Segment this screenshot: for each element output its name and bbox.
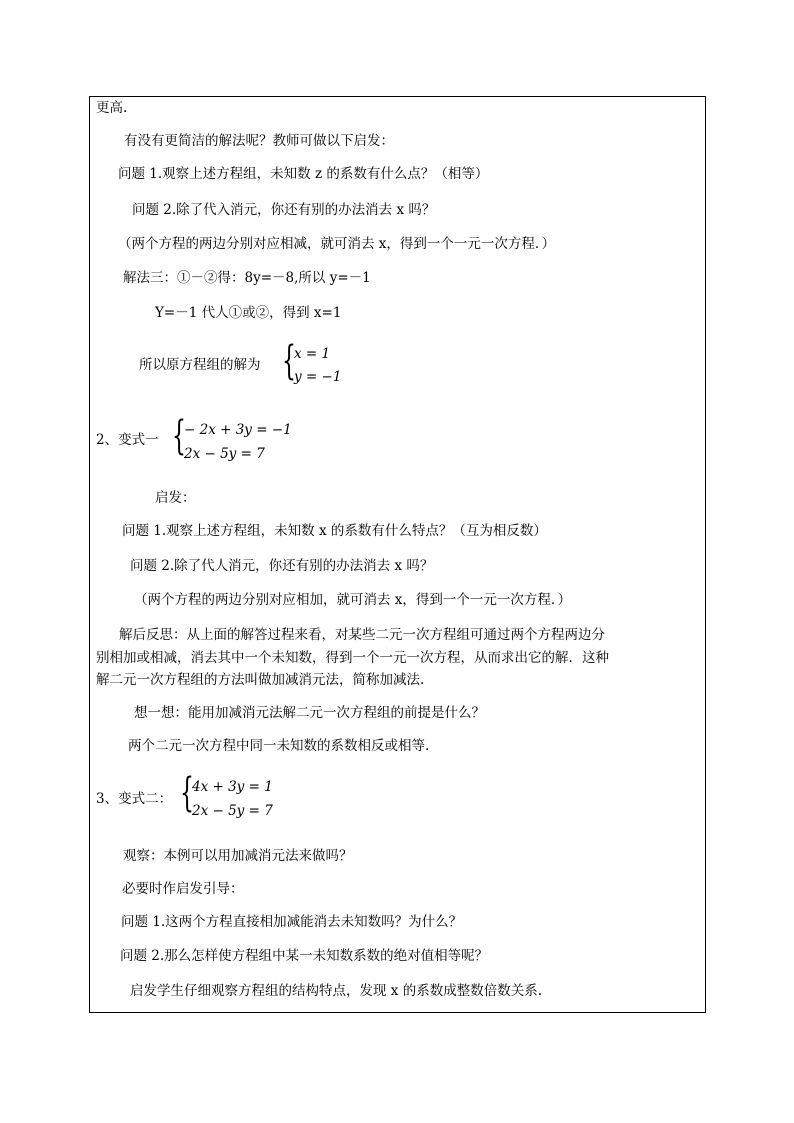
text-line-11: 问题 1.观察上述方程组，未知数 x 的系数有什么特点？（互为相反数） [122,523,547,539]
text-line-7: Y=－1 代人①或②，得到 x=1 [155,305,342,321]
text-line-15: 别相加或相减，消去其中一个未知数，得到一个一元一次方程，从而求出它的解．这种 [96,650,609,666]
text-line-1: 更高. [96,100,128,116]
text-line-8: 所以原方程组的解为 [139,357,261,373]
text-line-19: 3、变式二： [96,791,173,807]
text-line-14: 解后反思：从上面的解答过程来看，对某些二元一次方程组可通过两个方程两边分 [119,627,605,643]
text-line-23: 问题 2.那么怎样使方程组中某一未知数系数的绝对值相等呢？ [120,948,489,964]
text-line-5: （两个方程的两边分别对应相减，就可消去 x，得到一个一元一次方程．） [118,236,556,252]
text-line-2: 有没有更简洁的解法呢？教师可做以下启发： [124,133,394,149]
text-line-10: 启发： [155,490,196,506]
text-line-6: 解法三：①－②得：8y=－8,所以 y=－1 [123,270,371,286]
variant1-eq-2: 2x − 5y = 7 [184,446,265,462]
text-line-12: 问题 2.除了代人消元，你还有别的办法消去 x 吗？ [130,558,434,574]
brace-icon: { [172,413,186,459]
text-line-21: 必要时作启发引导： [122,881,244,897]
text-line-3: 问题 1.观察上述方程组，未知数 z 的系数有什么点？（相等） [118,166,489,182]
text-line-22: 问题 1.这两个方程直接相加减能消去未知数吗？为什么？ [121,914,463,930]
text-line-18: 两个二元一次方程中同一未知数的系数相反或相等. [128,738,430,754]
solution-eq-2: y = −1 [294,369,342,385]
text-line-17: 想一想：能用加减消元法解二元一次方程组的前提是什么？ [134,705,485,721]
text-line-24: 启发学生仔细观察方程组的结构特点，发现 x 的系数成整数倍数关系. [130,983,542,999]
variant2-eq-1: 4x + 3y = 1 [192,779,273,795]
text-line-4: 问题 2.除了代入消元，你还有别的办法消去 x 吗？ [132,202,436,218]
variant1-eq-1: − 2x + 3y = −1 [184,422,292,438]
text-line-16: 解二元一次方程组的方法叫做加减消元法，简称加减法. [96,672,425,688]
brace-icon: { [282,338,296,384]
brace-icon: { [180,770,194,816]
lesson-frame [89,96,706,1013]
text-line-20: 观察：本例可以用加减消元法来做吗？ [123,848,353,864]
variant2-eq-2: 2x − 5y = 7 [192,803,273,819]
solution-eq-1: x = 1 [294,346,331,362]
text-line-9: 2、变式一 [96,432,159,448]
text-line-13: （两个方程的两边分别对应相加，就可消去 x，得到一个一元一次方程．） [134,592,572,608]
